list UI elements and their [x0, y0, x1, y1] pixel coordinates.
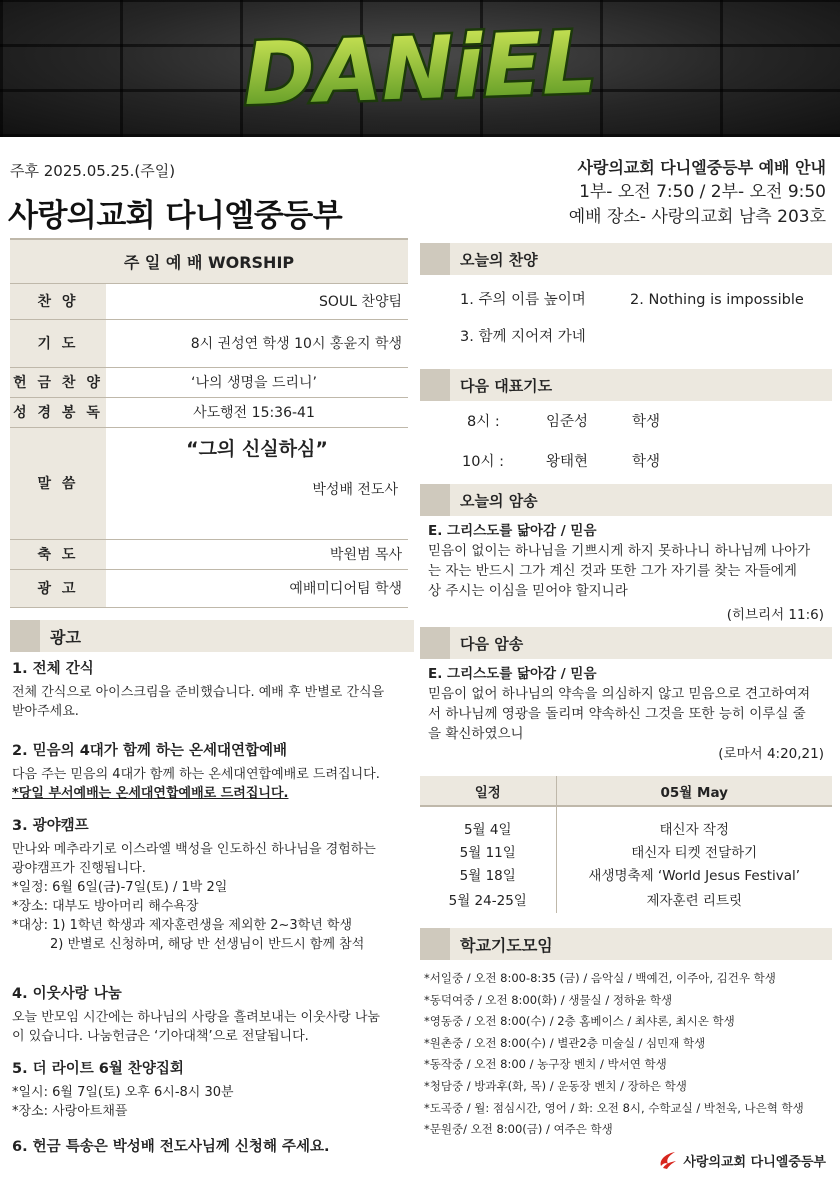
schedule-event: 태신자 티켓 전달하기	[631, 844, 758, 861]
schedule-date: 5월 24-25일	[420, 885, 556, 913]
memory-today-text	[428, 521, 832, 625]
worship-value: 박원범 목사	[106, 539, 408, 569]
announcement-line: 전체 간식으로 아이스크림을 준비했습니다. 예배 후 반별로 간식을	[12, 685, 385, 700]
banner	[0, 0, 840, 137]
page-title: 사랑의교회 다니엘중등부	[8, 198, 343, 234]
worship-header: 주 일 예 배 WORSHIP	[10, 239, 408, 283]
memory-subtitle: E. 그리스도를 닮아감 / 믿음	[428, 666, 597, 682]
prayer-name: 왕태현	[546, 454, 589, 470]
announcement-heading: 2. 믿음의 4대가 함께 하는 온세대연합예배	[12, 743, 288, 759]
announcement-line: 다음 주는 믿음의 4대가 함께 하는 온세대연합예배로 드려집니다.	[12, 767, 380, 782]
list-item: *영동중 / 오전 8:00(수) / 2층 홈베이스 / 최샤론, 최시온 학생	[424, 1014, 735, 1029]
worship-value: 8시 권성연 학생 10시 홍윤지 학생	[106, 319, 408, 367]
school-prayer-header	[420, 928, 832, 960]
announcement-line: *일시: 6월 7일(토) 오후 6시-8시 30분	[12, 1085, 234, 1100]
service-times: 1부- 오전 7:50 / 2부- 오전 9:50	[579, 182, 826, 202]
announcement-item	[12, 985, 412, 1046]
daniel-logo	[0, 0, 840, 137]
song-1: 1. 주의 이름 높이며	[460, 292, 586, 308]
prayer-name: 임준성	[546, 414, 589, 430]
announcement-line: 오늘 반모임 시간에는 하나님의 사랑을 흘려보내는 이웃사랑 나눔	[12, 1010, 380, 1025]
announcement-line: *대상: 1) 1학년 학생과 제자훈련생을 제외한 2~3학년 학생	[12, 918, 353, 933]
announcement-line: *일정: 6월 6일(금)-7일(토) / 1박 2일	[12, 880, 228, 895]
service-info	[569, 155, 826, 230]
next-prayer-title: 다음 대표기도	[460, 376, 553, 395]
service-date: 주후 2025.05.25.(주일)	[10, 162, 176, 180]
memory-line: 상 주시는 이심을 믿어야 할지니라	[428, 583, 628, 599]
list-item: *문원중/ 오전 8:00(금) / 여주은 학생	[424, 1122, 613, 1137]
prayer-role: 학생	[632, 414, 661, 430]
church-logo-text: 사랑의교회 다니엘중등부	[683, 1154, 826, 1170]
announcement-bold-line: *당일 부서예배는 온세대연합예배로 드려집니다.	[12, 786, 289, 801]
table-row	[420, 885, 832, 913]
next-prayer-header	[420, 369, 832, 401]
announcement-item	[12, 1060, 412, 1121]
memory-today-header	[420, 484, 832, 516]
worship-label: 축 도	[10, 539, 106, 569]
announcement-line: 만나와 메추라기로 이스라엘 백성을 인도하신 하나님을 경험하는	[12, 842, 376, 857]
announcement-heading: 6. 헌금 특송은 박성배 전도사님께 신청해 주세요.	[12, 1139, 330, 1155]
list-item: *서일중 / 오전 8:00-8:35 (금) / 음악실 / 백예건, 이주아, 김건우 학생	[424, 971, 776, 985]
song-2: 2. Nothing is impossible	[630, 292, 804, 308]
memory-next-header	[420, 627, 832, 659]
announcement-line: 광야캠프가 진행됩니다.	[12, 861, 146, 876]
church-logo	[657, 1150, 826, 1170]
prayer-role: 학생	[632, 454, 661, 470]
schedule-event: 제자훈련 리트릿	[646, 893, 743, 909]
praise-header	[420, 243, 832, 275]
table-row	[420, 862, 832, 885]
church-flame-icon	[657, 1150, 679, 1170]
table-row	[420, 839, 832, 862]
schedule-date: 5월 11일	[420, 839, 556, 862]
worship-table	[10, 238, 408, 608]
announcement-item	[12, 1138, 412, 1161]
worship-value: 사도행전 15:36-41	[106, 397, 408, 427]
school-prayer-title: 학교기도모임	[460, 935, 553, 955]
announcement-line: *장소: 대부도 방아머리 해수욕장	[12, 899, 199, 914]
announcement-item	[12, 660, 412, 721]
list-item: *원촌중 / 오전 8:00(수) / 별관2층 미술실 / 심민재 학생	[424, 1035, 706, 1050]
announcement-line: 받아주세요.	[12, 704, 79, 719]
announcement-line: 2) 반별로 신청하며, 해당 반 선생님이 반드시 함께 참석	[50, 937, 365, 952]
worship-value: SOUL 찬양팀	[106, 283, 408, 319]
prayer-time: 10시 :	[462, 454, 504, 470]
announcement-heading: 4. 이웃사랑 나눔	[12, 986, 122, 1002]
sermon-label: 말 씀	[10, 427, 106, 539]
announcement-heading: 5. 더 라이트 6월 찬양집회	[12, 1061, 184, 1077]
worship-value: 예배미디어팀 학생	[106, 569, 408, 607]
song-3: 3. 함께 지어져 가네	[460, 329, 586, 345]
memory-line: 을 확신하였으니	[428, 726, 524, 742]
schedule-event: 태신자 작정	[659, 822, 729, 838]
worship-value: ‘나의 생명을 드리니’	[106, 367, 408, 397]
worship-label: 성 경 봉 독	[10, 397, 106, 427]
memory-line: 믿음이 없어 하나님의 약속을 의심하지 않고 믿음으로 견고하여져	[428, 686, 811, 702]
list-item: *동덕여중 / 오전 8:00(화) / 생물실 / 정하윤 학생	[424, 992, 673, 1007]
announcement-heading: 3. 광야캠프	[12, 818, 89, 834]
service-place: 예배 장소- 사랑의교회 남측 203호	[568, 207, 826, 227]
memory-subtitle: E. 그리스도를 닮아감 / 믿음	[428, 523, 597, 539]
memory-today-title: 오늘의 암송	[460, 491, 538, 510]
list-item: *청담중 / 방과후(화, 목) / 운동장 벤치 / 장하은 학생	[424, 1078, 687, 1093]
schedule-col-date: 일정	[420, 776, 556, 806]
logo-text: DANiEL	[241, 12, 599, 126]
worship-label: 광 고	[10, 569, 106, 607]
worship-label: 헌 금 찬 양	[10, 367, 106, 397]
sermon-preacher: 박성배 전도사	[312, 481, 398, 498]
memory-next-title: 다음 암송	[460, 634, 524, 653]
worship-label: 찬 양	[10, 283, 106, 319]
schedule-table	[420, 776, 832, 913]
announcement-line: 이 있습니다. 나눔헌금은 ‘기아대책’으로 전달됩니다.	[12, 1029, 309, 1044]
list-item: *동작중 / 오전 8:00 / 농구장 벤치 / 박서연 학생	[424, 1057, 667, 1072]
service-info-title: 사랑의교회 다니엘중등부 예배 안내	[577, 158, 826, 177]
announcement-line: *장소: 사랑아트채플	[12, 1104, 128, 1119]
praise-title: 오늘의 찬양	[460, 250, 538, 269]
schedule-date: 5월 4일	[420, 806, 556, 839]
prayer-time: 8시 :	[467, 414, 500, 430]
memory-line: 는 자는 반드시 그가 계신 것과 또한 그가 자기를 찾는 자들에게	[428, 563, 797, 579]
announcements-header	[10, 620, 414, 652]
sermon-title: “그의 신실하심”	[186, 437, 328, 460]
memory-line: 믿음이 없이는 하나님을 기쁘시게 하지 못하나니 하나님께 나아가	[428, 543, 811, 559]
announcement-item	[12, 817, 412, 954]
schedule-event: 새생명축제 ‘World Jesus Festival’	[588, 867, 801, 884]
announcements-title: 광고	[50, 627, 81, 647]
school-prayer-list	[424, 968, 804, 1141]
memory-next-text	[428, 664, 832, 764]
memory-reference: (히브리서 11:6)	[726, 607, 824, 623]
worship-label: 기 도	[10, 319, 106, 367]
schedule-date: 5월 18일	[420, 862, 556, 885]
table-row	[420, 806, 832, 839]
schedule-col-event: 05월 May	[556, 776, 832, 806]
memory-reference: (로마서 4:20,21)	[718, 746, 824, 762]
memory-line: 서 하나님께 영광을 돌리며 약속하신 그것을 또한 능히 이루실 줄	[428, 706, 806, 722]
announcement-item	[12, 742, 412, 803]
announcement-heading: 1. 전체 간식	[12, 661, 94, 677]
list-item: *도곡중 / 월: 점심시간, 영어 / 화: 오전 8시, 수학교실 / 박천욱, 나은혁 학생	[424, 1100, 804, 1115]
